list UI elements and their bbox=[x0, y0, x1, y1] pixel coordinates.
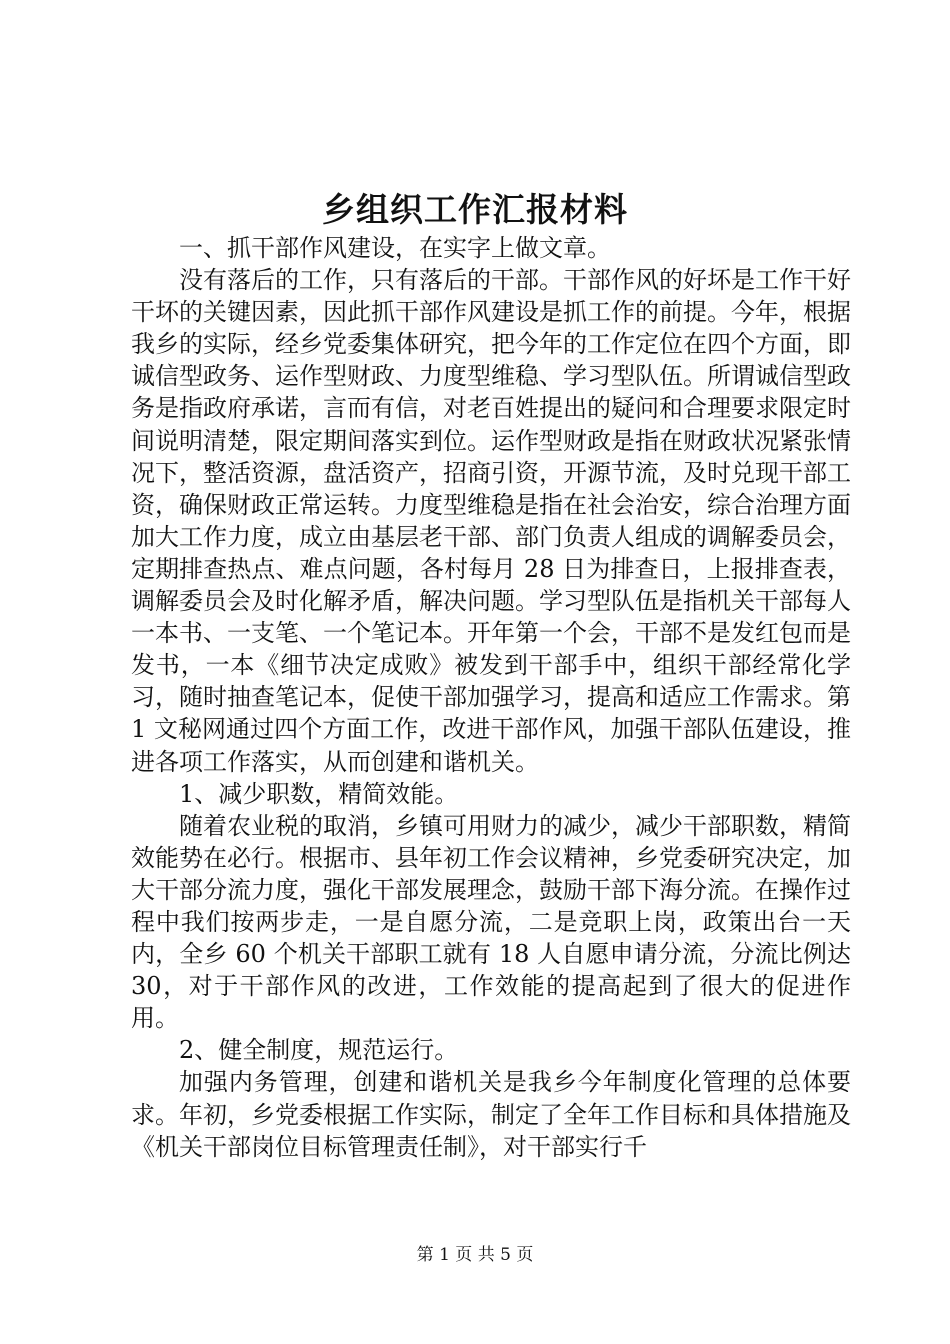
body-paragraph: 没有落后的工作，只有落后的干部。干部作风的好坏是工作干好干坏的关键因素，因此抓干部作风建设是抓工作的前提。今年，根据我乡的实际，经乡党委集体研究，把今年的工作定位在四个方面，即诚信型政务、运作型财政、力度型维稳、学习型队伍。所谓诚信型政务是指政府承诺，言而有信，对老百姓提出的疑问和合理要求限定时间说明清楚，限定期间落实到位。运作型财政是指在财政状况紧张情况下，整活资源，盘活资产，招商引资，开源节流，及时兑现干部工资，确保财政正常运转。力度型维稳是指在社会治安，综合治理方面加大工作力度，成立由基层老干部、部门负责人组成的调解委员会，定期排查热点、难点问题，各村每月 28 日为排查日，上报排查表，调解委员会及时化解矛盾，解决问题。学习型队伍是指机关干部每人一本书、一支笔、一个笔记本。开年第一个会，干部不是发红包而是发书，一本《细节决定成败》被发到干部手中，组织干部经常化学习，随时抽查笔记本，促使干部加强学习，提高和适应工作需求。第 1 文秘网通过四个方面工作，改进干部作风，加强干部队伍建设，推进各项工作落实，从而创建和谐机关。 bbox=[131, 266, 851, 776]
section-heading-1: 一、抓干部作风建设，在实字上做文章。 bbox=[179, 234, 611, 262]
page-footer: 第 1 页 共 5 页 bbox=[416, 1245, 534, 1265]
document-body bbox=[131, 232, 851, 1163]
body-paragraph: 加强内务管理，创建和谐机关是我乡今年制度化管理的总体要求。年初，乡党委根据工作实际，制定了全年工作目标和具体措施及《机关干部岗位目标管理责任制》，对干部实行千 bbox=[131, 1068, 851, 1161]
body-paragraph: 随着农业税的取消，乡镇可用财力的减少，减少干部职数，精简效能势在必行。根据市、县年初工作会议精神，乡党委研究决定，加大干部分流力度，强化干部发展理念，鼓励干部下海分流。在操作过程中我们按两步走，一是自愿分流，二是竞职上岗，政策出台一天内，全乡 60 个机关干部职工就有 18 人自愿申请分流，分流比例达 30，对于干部作风的改进，工作效能的提高起到了很大的促进作用。 bbox=[131, 811, 851, 1033]
subsection-heading-1: 1、减少职数，精简效能。 bbox=[179, 779, 459, 808]
subsection-heading-2: 2、健全制度，规范运行。 bbox=[179, 1036, 459, 1065]
page-title: 乡组织工作汇报材料 bbox=[322, 190, 628, 229]
